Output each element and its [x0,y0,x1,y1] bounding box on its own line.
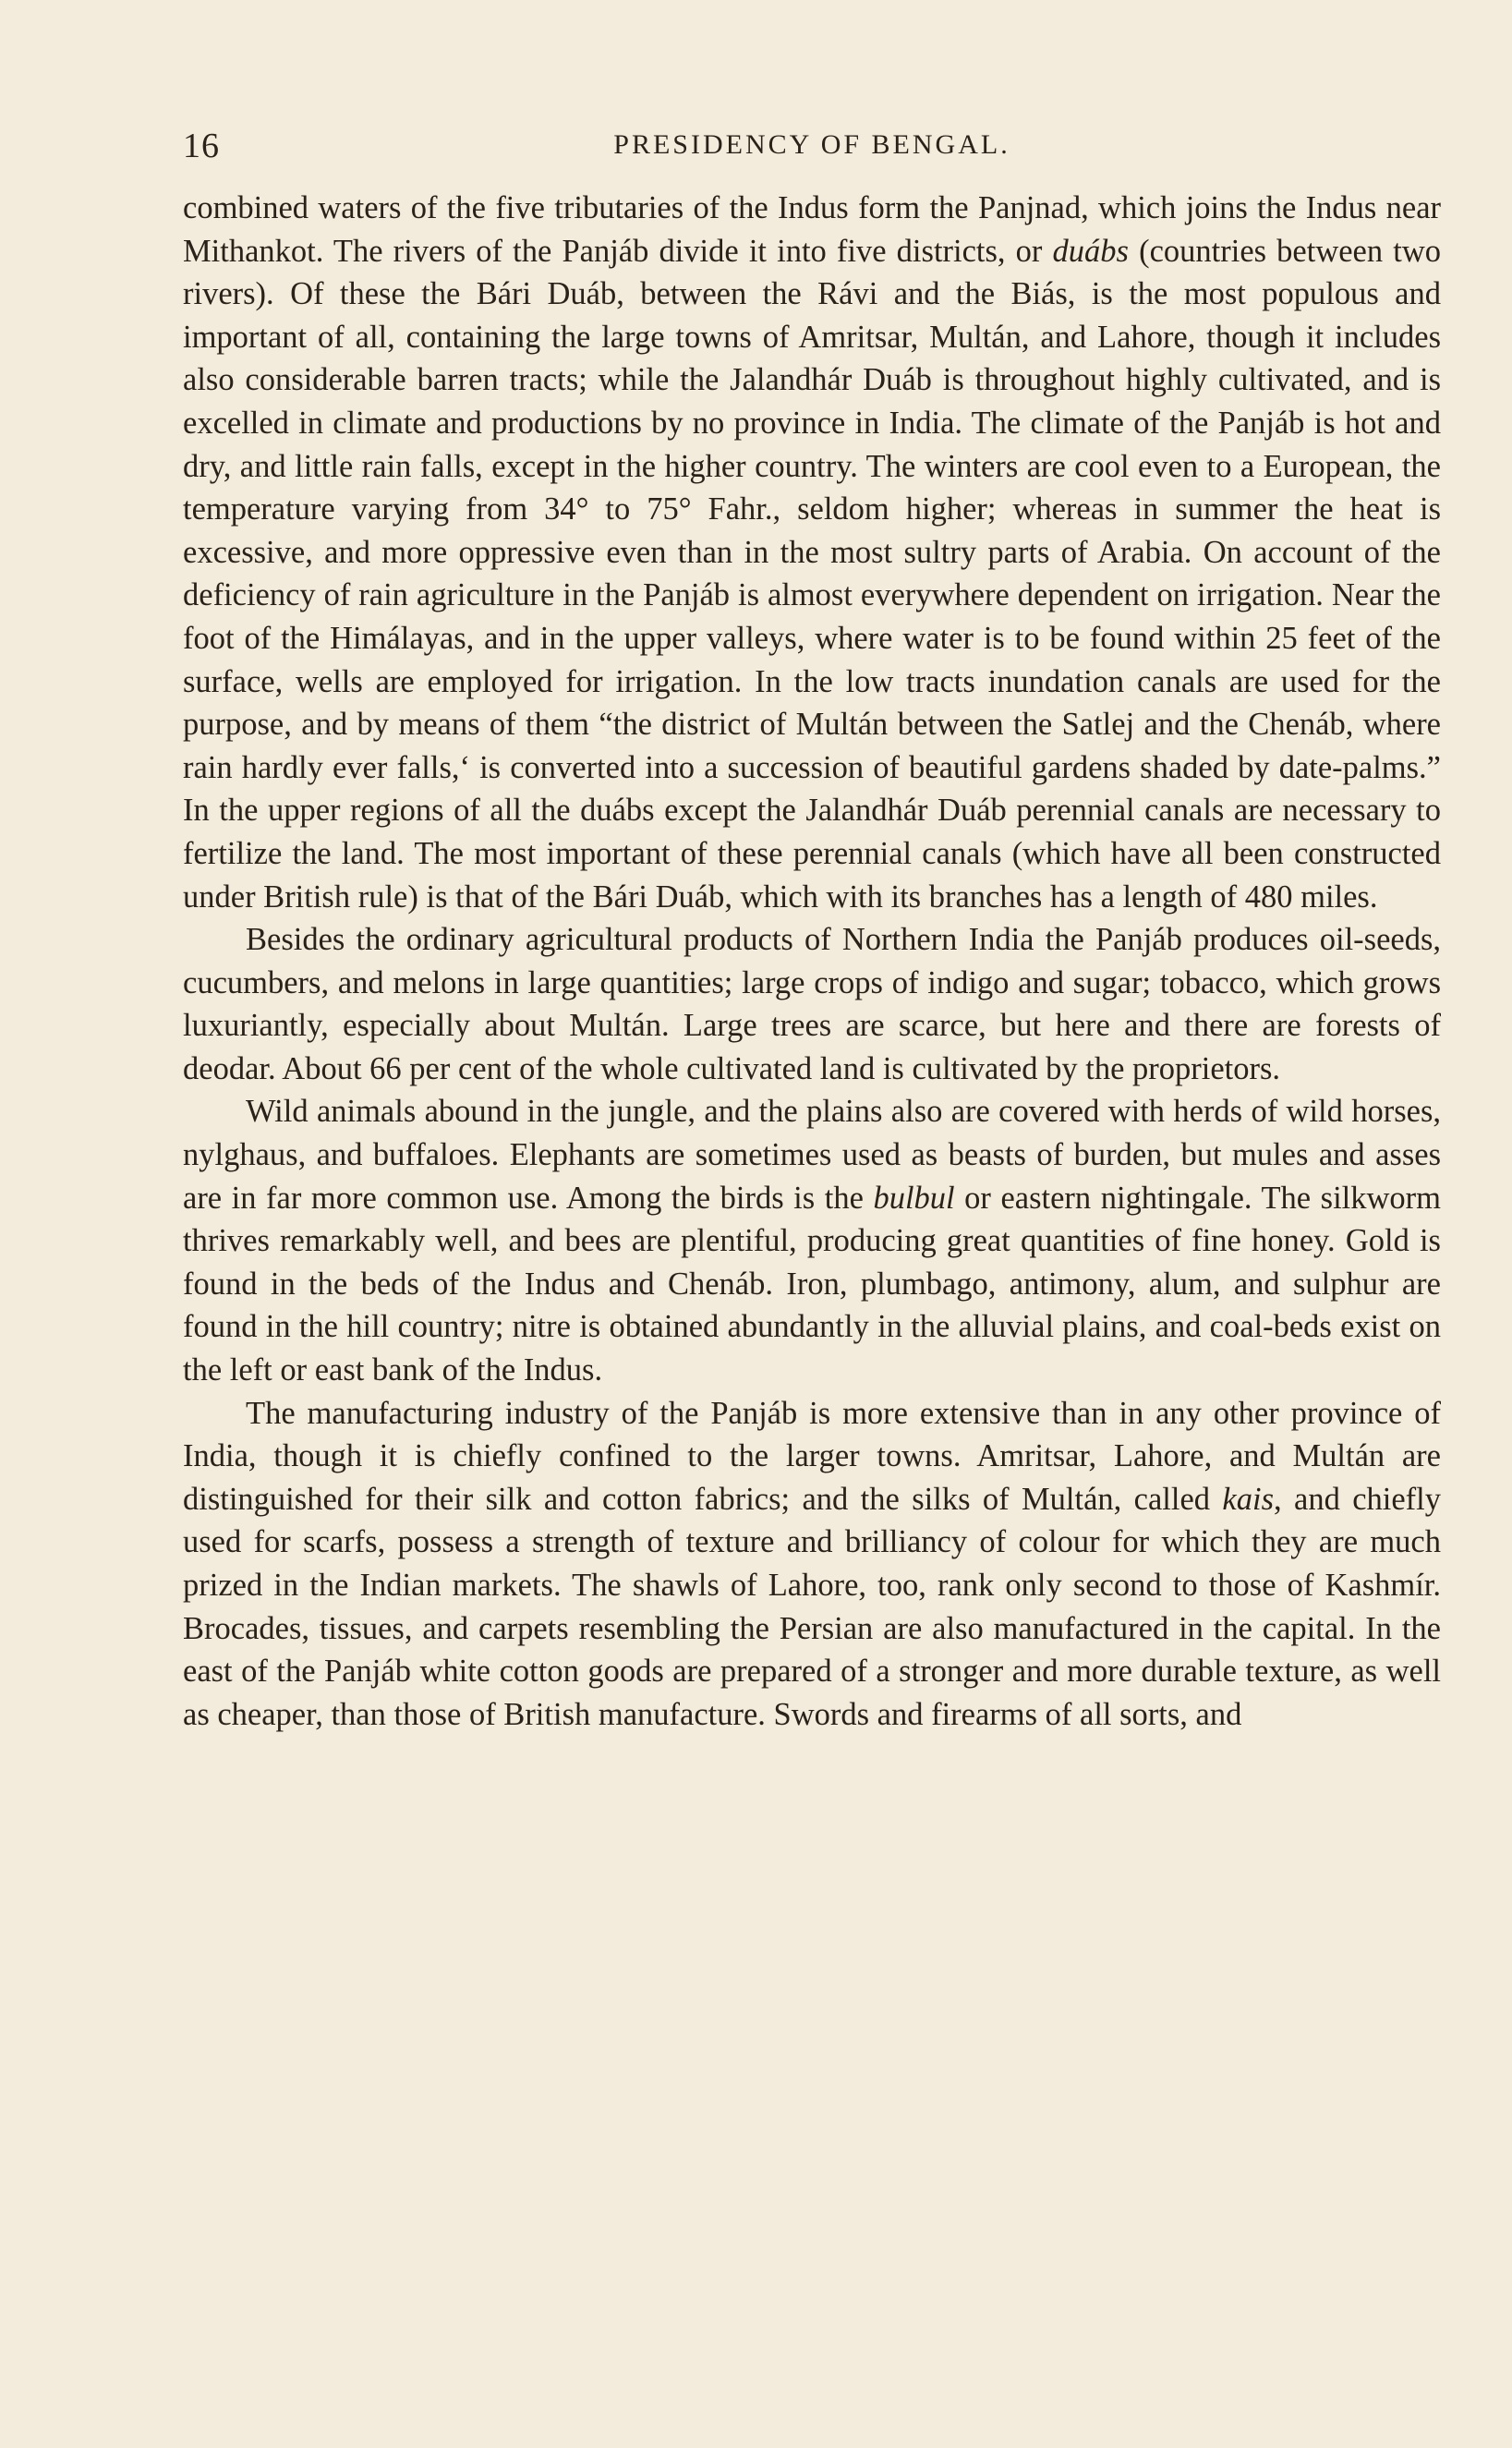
text-run: or eastern nightingale. The silkworm thrives remarkably well, and bees are plentiful, producing great quantities of fine honey. Gold is found in the beds of the Indus and Chenáb. Iron, plumbago, antimony, alum, and sulphur are found in the hill country; nitre is obtained abundantly in the alluvial plains, and coal-beds exist on the left or east bank of the Indus. [183,1180,1441,1388]
page-header [183,120,1441,176]
italic-term-duabs: duábs [1052,233,1129,269]
paragraph-2 [183,918,1441,1090]
body-text [183,187,1441,1736]
paragraph-1 [183,187,1441,918]
running-head: PRESIDENCY OF BENGAL. [613,129,1010,160]
paragraph-3 [183,1090,1441,1391]
text-run: (countries between two rivers). Of these the Bári Duáb, between the Rávi and the Biás, is the most populous and important of all, containing the large towns of Amritsar, Multán, and Lahore, though it includes also considerable barren tracts; while the Jalandhár Duáb is throughout highly cultivated, and is excelled in climate and productions by no province in India. The climate of the Panjáb is hot and dry, and little rain falls, except in the higher country. The winters are cool even to a European, the temperature varying from 34° to 75° Fahr., seldom higher; whereas in summer the heat is excessive, and more oppressive even than in the most sultry parts of Arabia. On account of the deficiency of rain agriculture in the Panjáb is almost everywhere dependent on irrigation. Near the foot of the Himálayas, and in the upper valleys, where water is to be found within 25 feet of the surface, wells are employed for irrigation. In the low tracts inundation canals are used for the purpose, and by means of them “the district of Multán between the Satlej and the Chenáb, where rain hardly ever falls,‘ is converted into a succession of beautiful gardens shaded by date-palms.” In the upper regions of all the duábs except the Jalandhár Duáb perennial canals are necessary to fertilize the land. The most important of these perennial canals (which have all been constructed under British rule) is that of the Bári Duáb, which with its branches has a length of 480 miles. [183,233,1441,915]
paragraph-4 [183,1392,1441,1737]
page-number: 16 [183,127,220,165]
text-run: Besides the ordinary agricultural products of Northern India the Panjáb produces oil-seeds, cucumbers, and melons in large quantities; large crops of indigo and sugar; tobacco, which grows luxuriantly, especially about Multán. Large trees are scarce, but here and there are forests of deodar. About 66 per cent of the whole cultivated land is cultivated by the proprietors. [183,922,1441,1086]
text-run: Wild animals abound in the jungle, and the plains also are covered with herds of wild horses, nylghaus, and buffaloes. Elephants are sometimes used as beasts of burden, but mules and asses are in far more common use. Among the birds is the [183,1094,1441,1216]
text-run: combined waters of the five tributaries of the Indus form the Panjnad, which joins the Indus near Mithankot. The rivers of the Panjáb divide it into five districts, or [183,190,1441,269]
italic-term-bulbul: bulbul [873,1180,955,1216]
text-run: , and chiefly used for scarfs, possess a strength of texture and brilliancy of colour for which they are much prized in the Indian markets. The shawls of Lahore, too, rank only second to those of Kashmír. Brocades, tissues, and carpets resembling the Persian are also manufactured in the capital. In the east of the Panjáb white cotton goods are prepared of a stronger and more durable texture, as well as cheaper, than those of British manufacture. Swords and firearms of all sorts, and [183,1481,1441,1732]
italic-term-kais: kais [1222,1481,1274,1517]
text-run: The manufacturing industry of the Panjáb is more extensive than in any other province of India, though it is chiefly confined to the larger towns. Amritsar, Lahore, and Multán are distinguished for their silk and cotton fabrics; and the silks of Multán, called [183,1395,1441,1517]
